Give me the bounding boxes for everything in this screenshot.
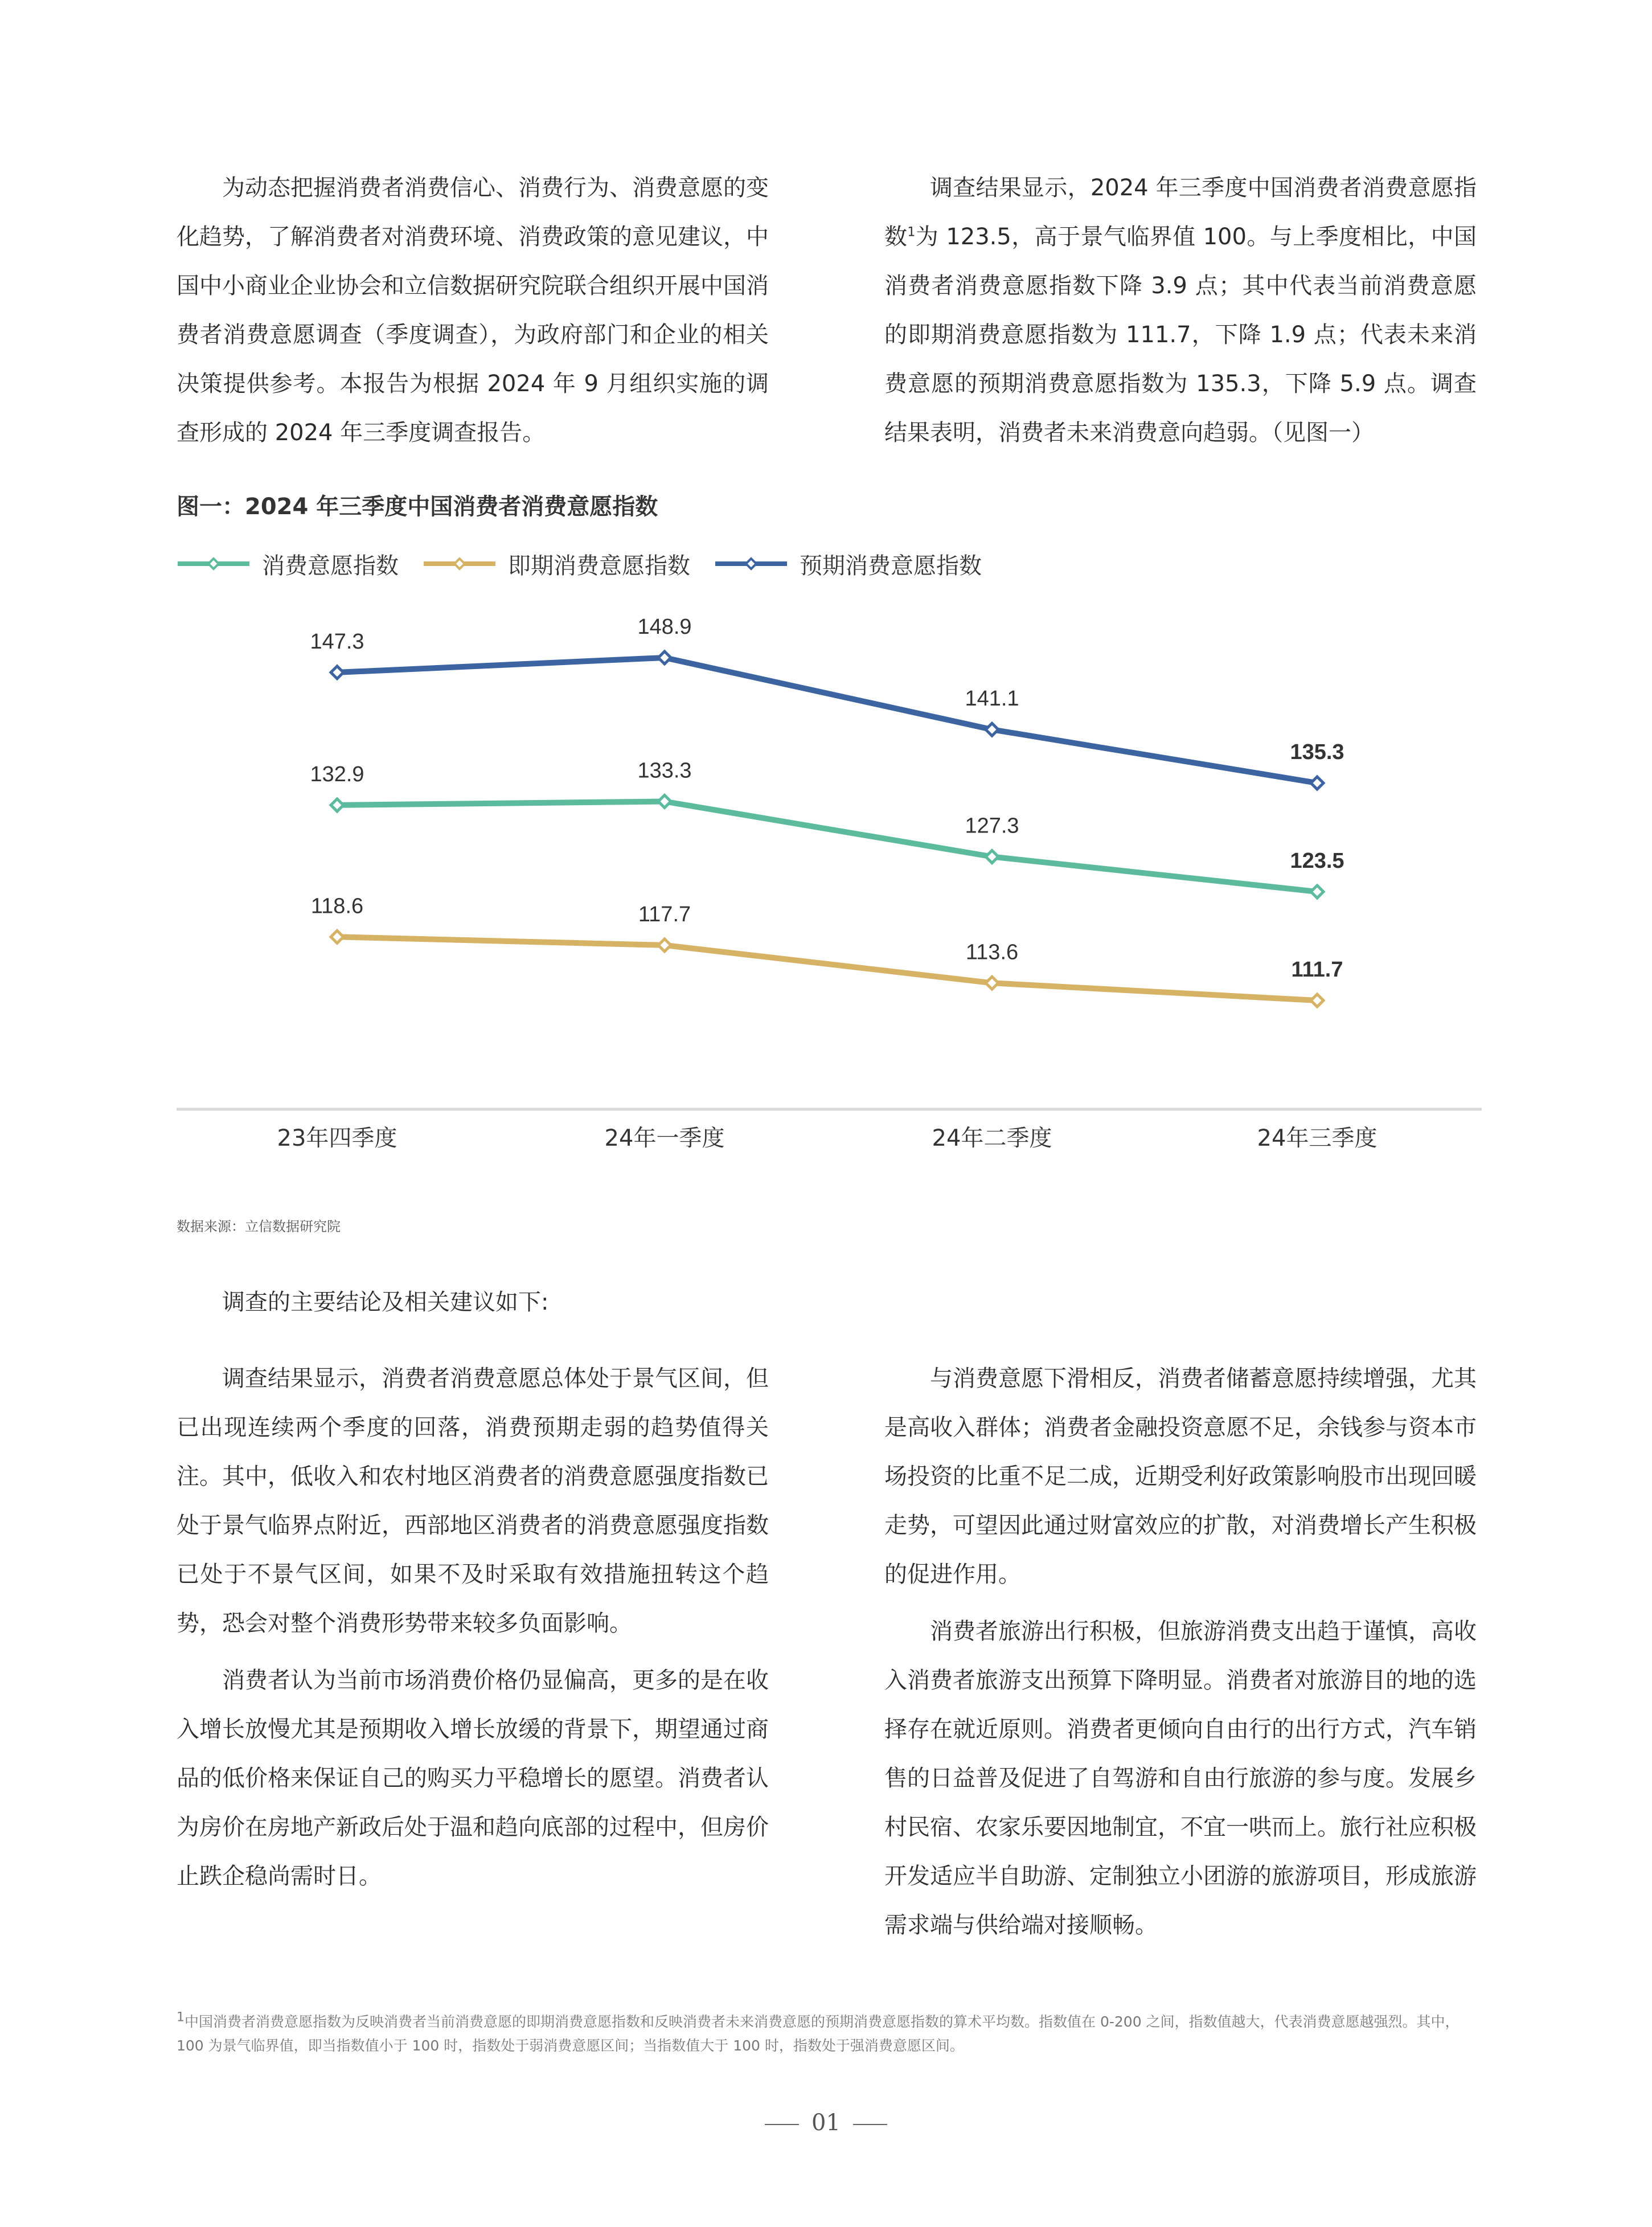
data-point [986,851,998,863]
conclusions-lead: 调查的主要结论及相关建议如下: [222,1289,549,1315]
data-label: 117.7 [638,902,691,926]
data-point [331,666,343,679]
data-label: 148.9 [637,615,692,639]
conclusion-paragraph-4: 消费者旅游出行积极，但旅游消费支出趋于谨慎，高收入消费者旅游支出预算下降明显。消费者对旅游目的地的选择存在就近原则。消费者更倾向自由行的出行方式，汽车销售的日益普及促进了自驾游和自由行旅游的参与度。发展乡村民宿、农家乐要因地制宜，不宜一哄而上。旅行社应积极开发适应半自助游、定制独立小团游的旅游项目，形成旅游需求端与供给端对接顺畅。 [884,1618,1477,1938]
data-point [331,930,343,943]
data-label: 147.3 [310,629,364,654]
footnote-marker: 1 [177,2010,185,2025]
page-number-dash-left [765,2124,799,2125]
footnote [177,2010,1481,2058]
page-number-dash-right [853,2124,887,2125]
x-tick-label: 23年四季度 [277,1125,397,1151]
data-label: 118.6 [310,894,364,918]
legend-label-3: 预期消费意愿指数 [800,552,982,579]
data-point [986,723,998,736]
data-point [1311,994,1323,1007]
data-point [658,939,671,952]
figure-title: 图一：2024 年三季度中国消费者消费意愿指数 [177,494,658,520]
series-line-2 [337,937,1317,1000]
footnote-ref[interactable]: 1 [907,225,916,240]
series-line-1 [337,802,1317,892]
footnote-text: 中国消费者消费意愿指数为反映消费者当前消费意愿的即期消费意愿指数和反映消费者未来消费意愿的预期消费意愿指数的算术平均数。指数值在 0-200 之间，指数值越大，代表消费意愿越强烈。其中，100 为景气临界值，即当指数值小于 100 时，指数处于弱消费意愿区间；当指数值大于 100 时，指数处于强消费意愿区间。 [177,2013,1460,2054]
data-point [1311,777,1323,789]
data-point [658,795,671,807]
conclusion-paragraph-3: 与消费意愿下滑相反，消费者储蓄意愿持续增强，尤其是高收入群体；消费者金融投资意愿不足，余钱参与资本市场投资的比重不足二成，近期受利好政策影响股市出现回暖走势，可望因此通过财富效应的扩散，对消费增长产生积极的促进作用。 [884,1365,1477,1588]
data-label: 127.3 [965,814,1019,838]
page-number [0,2110,1652,2136]
data-point [1311,885,1323,898]
data-label: 133.3 [637,758,692,783]
data-point [658,651,671,664]
result-text-a: 调查结果显示，2024 年三季度中国消费者消费意愿指数 [884,175,1477,250]
data-point [986,977,998,989]
intro-paragraph: 为动态把握消费者消费信心、消费行为、消费意愿的变化趋势，了解消费者对消费环境、消费政策的意见建议，中国中小商业企业协会和立信数据研究院联合组织开展中国消费者消费意愿调查（季度调查），为政府部门和企业的相关决策提供参考。本报告为根据 2024 年 9 月组织实施的调查形成的 2024 年三季度调查报告。 [177,175,769,446]
data-label: 135.3 [1290,740,1344,765]
result-text-b: 为 123.5，高于景气临界值 100。与上季度相比，中国消费者消费意愿指数下降 3.9 点；其中代表当前消费意愿的即期消费意愿指数为 111.7，下降 1.9 点；代表未来消费意愿的预期消费意愿指数为 135.3，下降 5.9 点。调查结果表明，消费者未来消费意向趋弱。（见图一） [884,224,1477,446]
x-tick-label: 24年二季度 [932,1125,1052,1151]
series-line-3 [337,658,1317,783]
legend-label-2: 即期消费意愿指数 [508,552,690,579]
page-number-text: 01 [811,2110,841,2136]
legend-label-1: 消费意愿指数 [262,552,399,579]
conclusions-left-column [177,1354,769,1901]
data-label: 113.6 [965,940,1019,965]
data-point [331,799,343,811]
data-label: 141.1 [965,687,1019,711]
conclusion-paragraph-2: 消费者认为当前市场消费价格仍显偏高，更多的是在收入增长放慢尤其是预期收入增长放缓的背景下，期望通过商品的低价格来保证自己的购买力平稳增长的愿望。消费者认为房价在房地产新政后处于温和趋向底部的过程中，但房价止跌企稳尚需时日。 [177,1667,769,1889]
data-label: 111.7 [1291,958,1343,982]
data-label: 132.9 [310,762,364,786]
data-source-note: 数据来源：立信数据研究院 [177,1219,341,1235]
conclusions-right-column [884,1354,1477,1950]
x-tick-label: 24年一季度 [604,1125,725,1151]
conclusion-paragraph-1: 调查结果显示，消费者消费意愿总体处于景气区间，但已出现连续两个季度的回落，消费预期走弱的趋势值得关注。其中，低收入和农村地区消费者的消费意愿强度指数已处于景气临界点附近，西部地区消费者的消费意愿强度指数已处于不景气区间，如果不及时采取有效措施扭转这个趋势，恐会对整个消费形势带来较多负面影响。 [177,1365,769,1637]
data-label: 123.5 [1290,849,1344,873]
x-tick-label: 24年三季度 [1257,1125,1378,1151]
